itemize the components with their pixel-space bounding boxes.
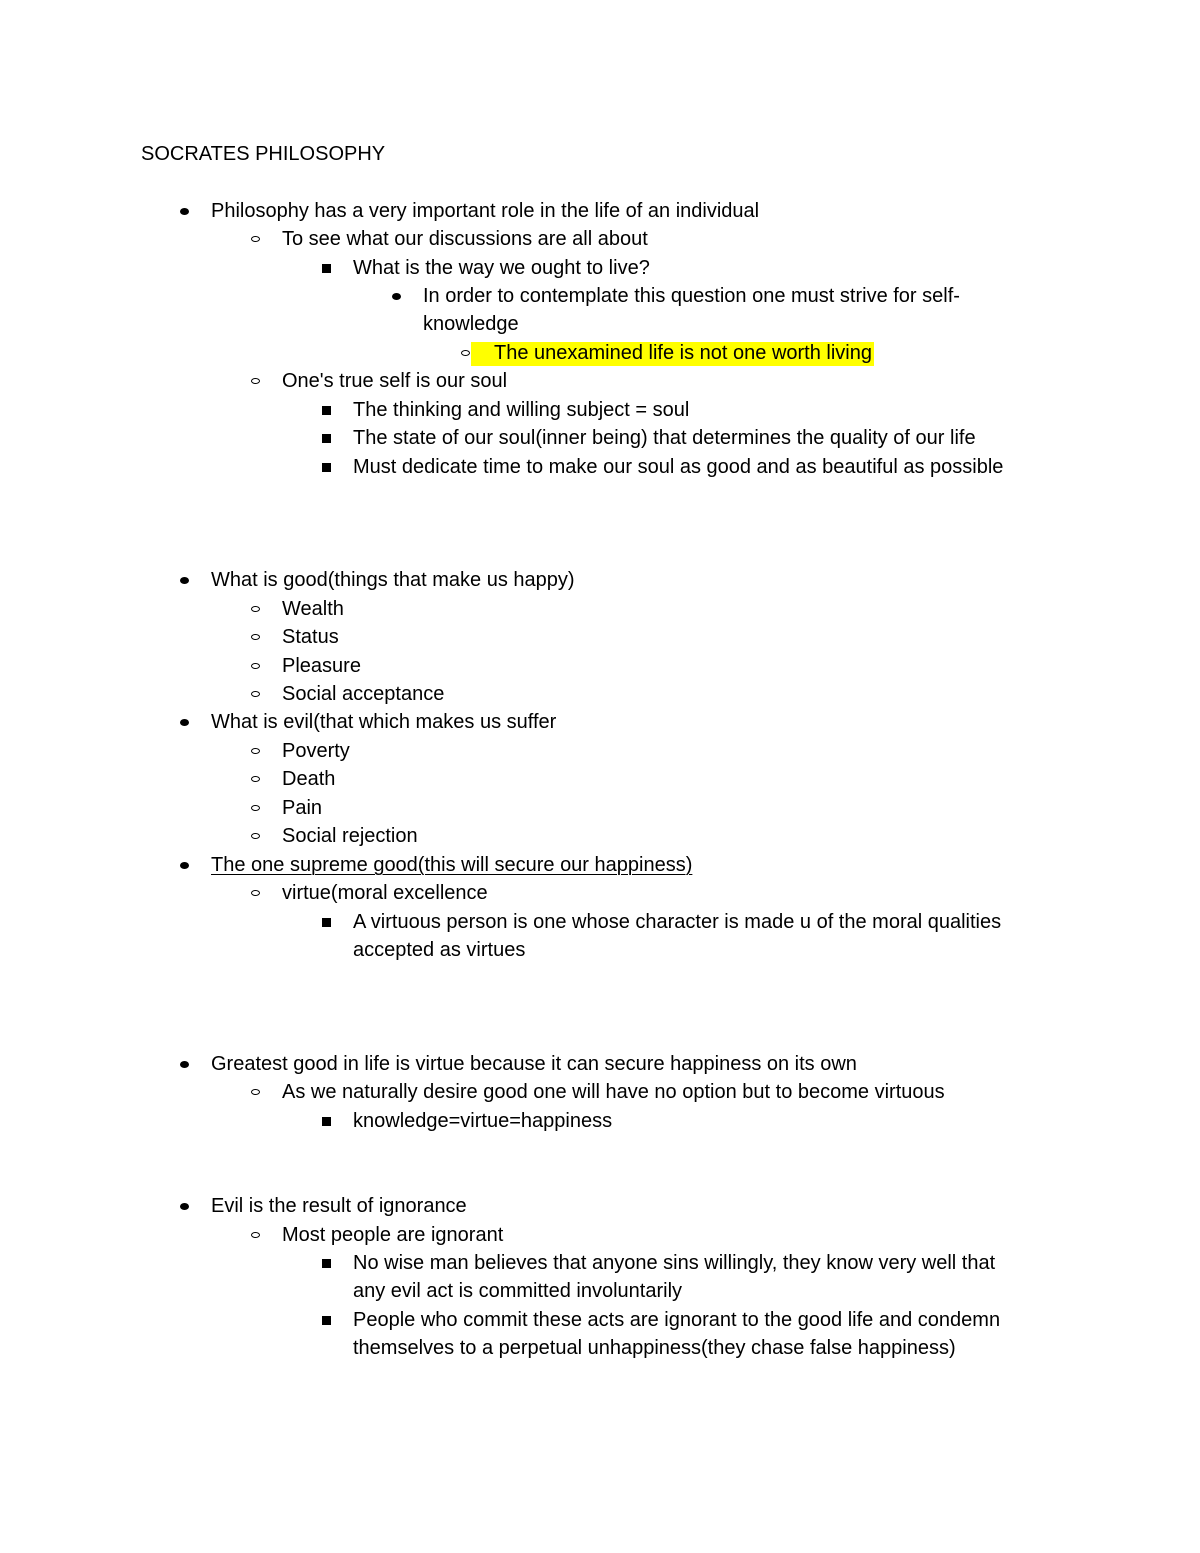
list-item: The thinking and willing subject = soul [353,396,689,424]
square-bullet-icon [316,424,336,452]
filled-circle-bullet-icon [174,708,194,736]
filled-circle-bullet-icon [174,566,194,594]
list-item: Greatest good in life is virtue because it can secure happiness on its own [211,1050,857,1078]
hollow-circle-bullet-icon [245,1078,265,1106]
square-bullet-icon [316,254,336,282]
hollow-circle-bullet-icon [245,879,265,907]
list-item: Social rejection [282,822,418,850]
list-item: As we naturally desire good one will have no option but to become virtuous [282,1078,945,1106]
list-item: Poverty [282,737,350,765]
hollow-circle-bullet-icon [245,822,265,850]
square-bullet-icon [316,1107,336,1135]
list-item [211,851,692,879]
list-item: Status [282,623,339,651]
list-item: knowledge=virtue=happiness [353,1107,612,1135]
square-bullet-icon [316,1306,336,1334]
list-item: Death [282,765,335,793]
list-item: A virtuous person is one whose character is made u of the moral qualities accepted as virtues [353,908,1001,965]
document-title: SOCRATES PHILOSOPHY [141,143,386,165]
list-item: virtue(moral excellence [282,879,488,907]
list-item: What is evil(that which makes us suffer [211,708,556,736]
hollow-circle-bullet-icon [245,680,265,708]
filled-circle-bullet-icon [174,1050,194,1078]
square-bullet-icon [316,453,336,481]
list-item: People who commit these acts are ignorant to the good life and condemn themselves to a perpetual unhappiness(they chase false happiness) [353,1306,1000,1363]
filled-circle-bullet-icon [174,1192,194,1220]
list-item: Wealth [282,595,344,623]
list-item: Evil is the result of ignorance [211,1192,467,1220]
list-item: What is the way we ought to live? [353,254,650,282]
list-item: Social acceptance [282,680,444,708]
hollow-circle-bullet-icon [245,737,265,765]
square-bullet-icon [316,908,336,936]
list-item-highlighted [494,339,874,367]
filled-circle-bullet-icon [174,197,194,225]
hollow-circle-bullet-icon [245,225,265,253]
square-bullet-icon [316,396,336,424]
list-item: What is good(things that make us happy) [211,566,575,594]
square-bullet-icon [316,1249,336,1277]
list-item: No wise man believes that anyone sins willingly, they know very well that any evil act is committed involuntarily [353,1249,995,1306]
hollow-circle-bullet-icon [245,1221,265,1249]
filled-circle-bullet-icon [386,282,406,310]
list-item: To see what our discussions are all about [282,225,648,253]
hollow-circle-bullet-icon [245,623,265,651]
list-item: Must dedicate time to make our soul as good and as beautiful as possible [353,453,1003,481]
list-item: In order to contemplate this question one must strive for self- knowledge [423,282,960,339]
hollow-circle-bullet-icon [245,794,265,822]
list-item: Philosophy has a very important role in the life of an individual [211,197,759,225]
list-item: One's true self is our soul [282,367,507,395]
hollow-circle-bullet-icon [245,652,265,680]
list-item: Most people are ignorant [282,1221,503,1249]
hollow-circle-bullet-icon [455,339,475,367]
list-item: The state of our soul(inner being) that determines the quality of our life [353,424,976,452]
filled-circle-bullet-icon [174,851,194,879]
highlighted-text: The unexamined life is not one worth living [471,342,874,366]
list-item: Pain [282,794,322,822]
underlined-text: The one supreme good(this will secure our happiness) [211,854,693,876]
list-item: Pleasure [282,652,361,680]
hollow-circle-bullet-icon [245,595,265,623]
hollow-circle-bullet-icon [245,367,265,395]
hollow-circle-bullet-icon [245,765,265,793]
